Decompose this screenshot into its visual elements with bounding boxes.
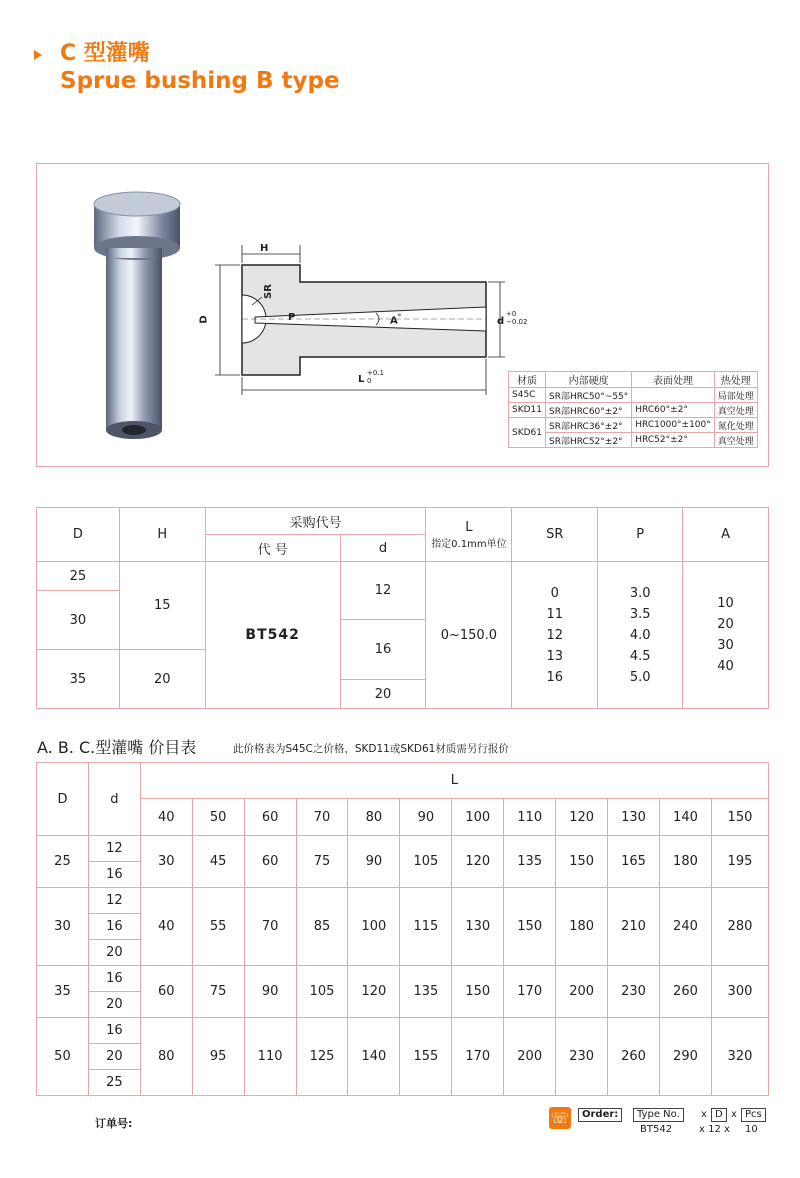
cell-d: 16 [88, 1018, 140, 1044]
price-cell: 120 [452, 836, 504, 888]
header-A: A [683, 508, 769, 562]
order-word: Order: [578, 1108, 622, 1122]
cell-SR [512, 562, 598, 709]
price-cell: 210 [608, 888, 660, 966]
surface-cell: HRC52°±2° [632, 433, 714, 448]
p-value: 5.0 [629, 669, 651, 685]
price-cell: 230 [556, 1018, 608, 1096]
header-cell: 材质 [509, 372, 546, 388]
cell-D: 25 [37, 836, 89, 888]
p-value: 3.0 [629, 585, 651, 601]
hardness-cell: SR部HRC50°~55° [546, 388, 632, 403]
header-L: L [140, 763, 768, 799]
price-cell: 100 [348, 888, 400, 966]
hardness-cell: SR部HRC52°±2° [546, 433, 632, 448]
surface-cell [632, 388, 714, 403]
price-cell: 75 [296, 836, 348, 888]
material-cell: SKD11 [509, 403, 546, 418]
order-x: x [731, 1109, 737, 1120]
a-value: 20 [717, 617, 734, 632]
cell-H: 15 [119, 562, 205, 650]
header-P: P [598, 508, 683, 562]
price-cell: 90 [244, 966, 296, 1018]
header-SR: SR [512, 508, 598, 562]
order-number-label: 订单号: [95, 1117, 133, 1130]
title-cn: C 型灌嘴 [60, 41, 150, 66]
price-cell: 180 [556, 888, 608, 966]
dim-d: d [497, 316, 505, 327]
cell-d: 12 [88, 836, 140, 862]
cell-D: 50 [37, 1018, 89, 1096]
cell-H: 20 [119, 650, 205, 709]
price-cell: 110 [244, 1018, 296, 1096]
dim-P: P [288, 312, 296, 323]
price-cell: 60 [140, 966, 192, 1018]
technical-drawing [200, 235, 530, 405]
cell-d: 20 [88, 940, 140, 966]
cell-d: 16 [340, 620, 426, 680]
header-L [426, 508, 512, 562]
price-cell: 70 [244, 888, 296, 966]
sr-value: 13 [546, 648, 564, 664]
price-cell: 30 [140, 836, 192, 888]
price-cell: 140 [348, 1018, 400, 1096]
dim-L: L [358, 374, 365, 385]
table-row [37, 836, 769, 862]
price-cell: 195 [711, 836, 768, 888]
order-example-code: BT542 [640, 1124, 673, 1135]
heat-cell: 局部处理 [714, 388, 757, 403]
header-L-value: 90 [400, 799, 452, 836]
header-L-label: L [465, 519, 473, 535]
material-table [508, 371, 758, 448]
price-cell: 115 [400, 888, 452, 966]
cell-d: 20 [88, 992, 140, 1018]
sr-value: 0 [550, 585, 559, 601]
surface-cell: HRC60°±2° [632, 403, 714, 418]
header-L-value: 120 [556, 799, 608, 836]
material-table-header [509, 372, 758, 388]
dim-H: H [260, 243, 269, 254]
price-cell: 40 [140, 888, 192, 966]
order-pcs: Pcs [741, 1108, 766, 1122]
sr-value: 16 [546, 669, 564, 685]
price-cell: 60 [244, 836, 296, 888]
p-value: 4.0 [629, 627, 651, 643]
header-L-value: 140 [660, 799, 712, 836]
price-cell: 300 [711, 966, 768, 1018]
price-cell: 200 [556, 966, 608, 1018]
price-cell: 45 [192, 836, 244, 888]
product-photo [80, 190, 200, 445]
header-L-value: 150 [711, 799, 768, 836]
price-cell: 105 [400, 836, 452, 888]
cell-D: 25 [37, 562, 120, 591]
cell-D: 30 [37, 888, 89, 966]
surface-cell: HRC1000°±100° [632, 418, 714, 433]
price-cell: 105 [296, 966, 348, 1018]
table-row [37, 966, 769, 992]
dim-SR: SR [262, 284, 274, 299]
cell-D: 35 [37, 650, 120, 709]
cell-D: 30 [37, 591, 120, 650]
p-value: 4.5 [629, 648, 651, 664]
cell-d: 12 [88, 888, 140, 914]
price-cell: 180 [660, 836, 712, 888]
header-L-note: 指定0.1mm单位 [431, 538, 507, 550]
cell-L: 0~150.0 [426, 562, 512, 709]
price-cell: 260 [660, 966, 712, 1018]
order-type-no: Type No. [633, 1108, 684, 1122]
heat-cell: 真空处理 [714, 403, 757, 418]
price-cell: 290 [660, 1018, 712, 1096]
header-d: d [340, 535, 426, 562]
price-cell: 150 [504, 888, 556, 966]
material-cell: S45C [509, 388, 546, 403]
header-L-value: 60 [244, 799, 296, 836]
material-cell: SKD61 [509, 418, 546, 448]
price-cell: 75 [192, 966, 244, 1018]
cell-d: 20 [88, 1044, 140, 1070]
table-row [37, 1018, 769, 1044]
price-table [36, 762, 769, 1096]
order-example-D: x 12 x [699, 1124, 730, 1135]
price-cell: 80 [140, 1018, 192, 1096]
cell-code: BT542 [205, 562, 340, 709]
cell-d: 16 [88, 966, 140, 992]
price-cell: 55 [192, 888, 244, 966]
dim-d-tolerance: +0 −0.02 [506, 310, 528, 326]
cell-d: 25 [88, 1070, 140, 1096]
cell-d: 20 [340, 680, 426, 709]
price-cell: 240 [660, 888, 712, 966]
dim-A: A° [390, 313, 402, 327]
header-D: D [37, 508, 120, 562]
hardness-cell: SR部HRC36°±2° [546, 418, 632, 433]
price-cell: 135 [400, 966, 452, 1018]
price-cell: 230 [608, 966, 660, 1018]
a-value: 10 [717, 596, 734, 611]
price-cell: 165 [608, 836, 660, 888]
table-row [509, 433, 758, 448]
header-L-value: 130 [608, 799, 660, 836]
p-value: 3.5 [629, 606, 651, 622]
title-en: Sprue bushing B type [60, 68, 340, 94]
price-table-note: 此价格表为S45C之价格，SKD11或SKD61材质需另行报价 [233, 743, 509, 755]
price-table-title: A. B. C.型灌嘴 价目表 [37, 738, 197, 757]
price-cell: 155 [400, 1018, 452, 1096]
cell-d: 16 [88, 862, 140, 888]
a-value: 30 [717, 638, 734, 653]
header-L-value: 80 [348, 799, 400, 836]
table-row [509, 418, 758, 433]
header-cell: 表面处理 [632, 372, 714, 388]
price-cell: 170 [452, 1018, 504, 1096]
sr-value: 12 [546, 627, 564, 643]
header-code: 代 号 [205, 535, 340, 562]
hardness-cell: SR部HRC60°±2° [546, 403, 632, 418]
order-D: D [711, 1108, 727, 1122]
price-cell: 320 [711, 1018, 768, 1096]
header-d: d [88, 763, 140, 836]
heat-cell: 真空处理 [714, 433, 757, 448]
price-cell: 90 [348, 836, 400, 888]
cell-D: 35 [37, 966, 89, 1018]
spec-table [36, 507, 769, 709]
dim-L-tolerance: +0.1 0 [367, 369, 384, 385]
price-cell: 280 [711, 888, 768, 966]
price-cell: 200 [504, 1018, 556, 1096]
phone-icon: ☏ [550, 1109, 570, 1127]
dim-D: D [198, 315, 210, 324]
cell-d: 12 [340, 562, 426, 620]
price-cell: 85 [296, 888, 348, 966]
cell-A [683, 562, 769, 709]
cell-d: 16 [88, 914, 140, 940]
price-cell: 125 [296, 1018, 348, 1096]
header-D: D [37, 763, 89, 836]
price-cell: 120 [348, 966, 400, 1018]
price-cell: 130 [452, 888, 504, 966]
header-L-value: 100 [452, 799, 504, 836]
price-cell: 150 [556, 836, 608, 888]
table-row [509, 403, 758, 418]
order-example-pcs: 10 [745, 1124, 758, 1135]
bullet-arrow-icon [34, 50, 42, 60]
cell-P [598, 562, 683, 709]
heat-cell: 氮化处理 [714, 418, 757, 433]
header-L-value: 110 [504, 799, 556, 836]
header-purchase-code: 采购代号 [205, 508, 426, 535]
price-cell: 170 [504, 966, 556, 1018]
header-cell: 热处理 [714, 372, 757, 388]
header-H: H [119, 508, 205, 562]
header-L-value: 70 [296, 799, 348, 836]
header-L-value: 50 [192, 799, 244, 836]
header-cell: 内部硬度 [546, 372, 632, 388]
table-row [37, 888, 769, 914]
price-cell: 95 [192, 1018, 244, 1096]
header-L-value: 40 [140, 799, 192, 836]
price-cell: 150 [452, 966, 504, 1018]
sr-value: 11 [546, 606, 564, 622]
table-row [509, 388, 758, 403]
price-cell: 135 [504, 836, 556, 888]
order-x: x [701, 1109, 707, 1120]
a-value: 40 [717, 659, 734, 674]
price-cell: 260 [608, 1018, 660, 1096]
